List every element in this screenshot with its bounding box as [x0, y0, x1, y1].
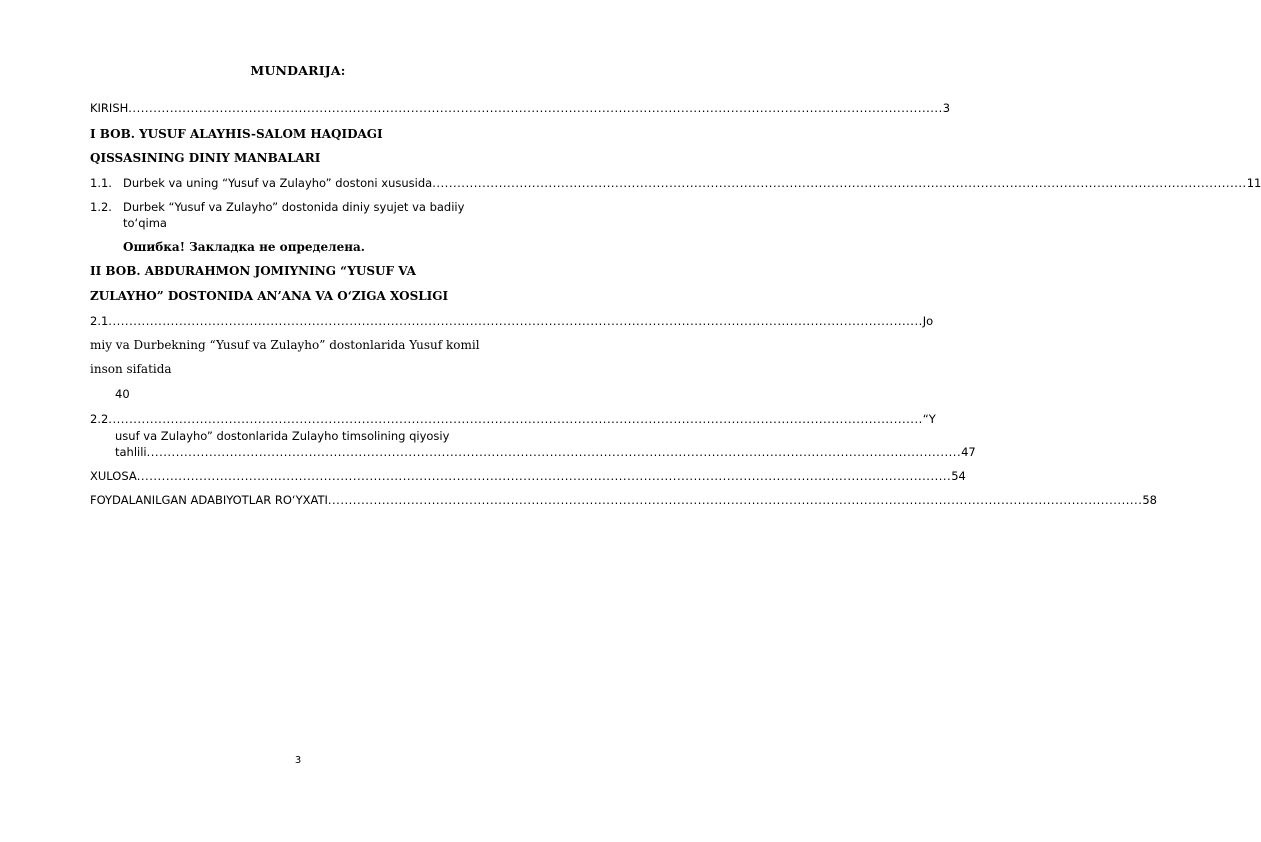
- toc-leader-dots: ....................................................................................................................................................................................................: [128, 101, 943, 115]
- toc-entry-1-2-line-2[interactable]: to‘qima: [123, 216, 167, 230]
- toc-leader-dots: ....................................................................................................................................................................................................: [136, 469, 952, 483]
- toc-entry-adabiyotlar[interactable]: [90, 493, 1157, 511]
- toc-entry-2-2-line-1[interactable]: [90, 412, 936, 430]
- toc-page-number: 58: [1142, 493, 1157, 507]
- toc-chapter-1-line-1[interactable]: I BOB. YUSUF ALAYHIS-SALOM HAQIDAGI: [90, 127, 383, 141]
- toc-section-number: 2.2: [90, 412, 109, 426]
- toc-entry-text: FOYDALANILGAN ADABIYOTLAR RO‘YXATI: [90, 493, 328, 507]
- page-title: MUNDARIJA:: [250, 63, 346, 78]
- toc-page-number: 3: [942, 101, 951, 115]
- toc-page-number: 11: [1246, 176, 1261, 190]
- toc-entry-tail: “Y: [922, 412, 936, 426]
- toc-entry-2-2-line-2[interactable]: usuf va Zulayho” dostonlarida Zulayho timsolining qiyosiy: [115, 429, 450, 443]
- toc-entry-kirish[interactable]: [90, 101, 951, 119]
- toc-page-number: 40: [115, 387, 130, 401]
- toc-chapter-1-line-2[interactable]: QISSASINING DINIY MANBALARI: [90, 151, 321, 165]
- toc-leader-dots: ....................................................................................................................................................................................................: [146, 445, 962, 459]
- toc-entry-tail: Jo: [922, 314, 934, 328]
- toc-leader-dots: ....................................................................................................................................................................................................: [108, 314, 923, 328]
- toc-entry-2-1-line-2[interactable]: miy va Durbekning “Yusuf va Zulayho” dostonlarida Yusuf komil: [90, 338, 480, 352]
- page-number-footer: 3: [294, 755, 302, 766]
- toc-leader-dots: ....................................................................................................................................................................................................: [327, 493, 1143, 507]
- toc-page-number: 54: [951, 469, 966, 483]
- toc-entry-xulosa[interactable]: [90, 469, 966, 487]
- toc-section-number: 2.1: [90, 314, 109, 328]
- toc-section-number: 1.2.: [90, 200, 112, 214]
- toc-leader-dots: ....................................................................................................................................................................................................: [432, 176, 1247, 190]
- toc-section-number: 1.1.: [90, 176, 112, 190]
- toc-bookmark-error: Ошибка! Закладка не определена.: [123, 240, 365, 254]
- toc-section-title: Durbek va uning “Yusuf va Zulayho” dostoni xususida: [123, 176, 433, 190]
- toc-leader-dots: ....................................................................................................................................................................................................: [108, 412, 923, 426]
- toc-entry-2-1-line-1[interactable]: [90, 314, 934, 332]
- toc-entry-2-2-line-3[interactable]: [90, 445, 976, 463]
- toc-entry-1-1[interactable]: [90, 176, 1261, 194]
- toc-entry-text: tahlili: [115, 445, 147, 459]
- toc-entry-text: KIRISH: [90, 101, 129, 115]
- toc-section-title: Durbek “Yusuf va Zulayho” dostonida diniy syujet va badiiy: [123, 200, 465, 214]
- toc-page-number: 47: [961, 445, 976, 459]
- toc-chapter-2-line-1[interactable]: II BOB. ABDURAHMON JOMIYNING “YUSUF VA: [90, 264, 416, 278]
- toc-chapter-2-line-2[interactable]: ZULAYHO” DOSTONIDA AN’ANA VA O‘ZIGA XOSLIGI: [90, 289, 449, 303]
- toc-entry-text: XULOSA: [90, 469, 137, 483]
- toc-entry-text: [90, 176, 432, 190]
- toc-entry-2-1-line-3[interactable]: inson sifatida: [90, 362, 172, 376]
